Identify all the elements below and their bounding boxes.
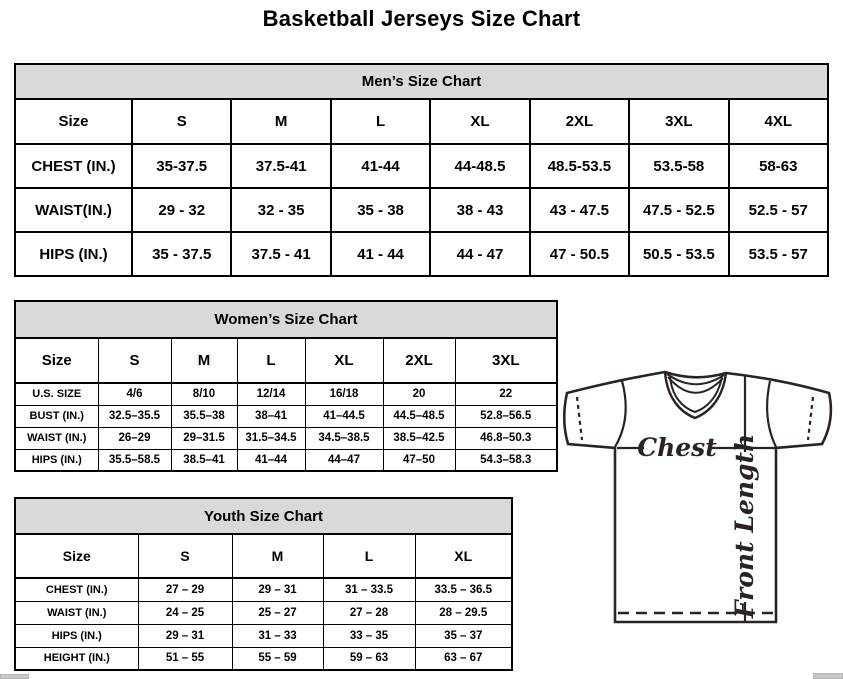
size-cell: 41–44 (237, 449, 305, 471)
size-cell: 28 – 29.5 (415, 601, 512, 624)
column-header: XL (415, 534, 512, 578)
size-cell: 37.5-41 (231, 144, 330, 188)
size-cell: 34.5–38.5 (305, 427, 383, 449)
table-row (15, 232, 828, 276)
size-cell: 25 – 27 (232, 601, 323, 624)
size-cell: 22 (455, 383, 557, 405)
column-header: 4XL (729, 99, 828, 144)
size-cell: 54.3–58.3 (455, 449, 557, 471)
column-header: XL (305, 338, 383, 383)
size-cell: 26–29 (98, 427, 171, 449)
size-cell: 27 – 28 (323, 601, 415, 624)
table-row (15, 383, 557, 405)
youth_chart-title: Youth Size Chart (15, 498, 512, 534)
size-cell: 47.5 - 52.5 (629, 188, 728, 232)
womens_chart-title: Women’s Size Chart (15, 301, 557, 338)
column-header: M (232, 534, 323, 578)
size-cell: 53.5 - 57 (729, 232, 828, 276)
column-header: 2XL (383, 338, 455, 383)
size-cell: 16/18 (305, 383, 383, 405)
size-cell: 41-44 (331, 144, 430, 188)
front-length-label: Front Length (730, 433, 759, 619)
size-cell: 35-37.5 (132, 144, 231, 188)
table-row (15, 647, 512, 670)
size-cell: 33 – 35 (323, 624, 415, 647)
size-cell: 50.5 - 53.5 (629, 232, 728, 276)
row-label: HIPS (IN.) (15, 624, 138, 647)
column-header: XL (430, 99, 529, 144)
size-cell: 31.5–34.5 (237, 427, 305, 449)
right-sleeve-hem-dash (808, 397, 813, 440)
size-cell: 37.5 - 41 (231, 232, 330, 276)
size-cell: 35 - 38 (331, 188, 430, 232)
table-row (15, 578, 512, 601)
row-label: WAIST (IN.) (15, 427, 98, 449)
table-row (15, 427, 557, 449)
size-cell: 55 – 59 (232, 647, 323, 670)
size-cell: 29–31.5 (171, 427, 237, 449)
scrollbar-fragment-left[interactable] (0, 674, 29, 679)
row-label: HIPS (IN.) (15, 232, 132, 276)
size-cell: 31 – 33 (232, 624, 323, 647)
left-sleeve-hem-dash (577, 397, 582, 440)
size-cell: 41 - 44 (331, 232, 430, 276)
mens-size-chart-table (14, 63, 829, 277)
column-header: M (171, 338, 237, 383)
size-cell: 38.5–42.5 (383, 427, 455, 449)
size-cell: 43 - 47.5 (530, 188, 629, 232)
youth-size-chart-table (14, 497, 513, 671)
size-cell: 44.5–48.5 (383, 405, 455, 427)
size-cell: 52.8–56.5 (455, 405, 557, 427)
size-cell: 35.5–38 (171, 405, 237, 427)
size-cell: 31 – 33.5 (323, 578, 415, 601)
size-cell: 32.5–35.5 (98, 405, 171, 427)
size-cell: 58-63 (729, 144, 828, 188)
chest-label: Chest (637, 433, 717, 462)
size-cell: 52.5 - 57 (729, 188, 828, 232)
size-cell: 47 - 50.5 (530, 232, 629, 276)
size-cell: 8/10 (171, 383, 237, 405)
row-label: HEIGHT (IN.) (15, 647, 138, 670)
right-armhole-seam (767, 381, 776, 447)
size-cell: 27 – 29 (138, 578, 232, 601)
column-header: M (231, 99, 330, 144)
size-cell: 35.5–58.5 (98, 449, 171, 471)
size-cell: 24 – 25 (138, 601, 232, 624)
page-title: Basketball Jerseys Size Chart (262, 6, 581, 31)
size-cell: 53.5-58 (629, 144, 728, 188)
jersey-measurement-diagram (558, 360, 843, 655)
size-cell: 48.5-53.5 (530, 144, 629, 188)
size-cell: 44–47 (305, 449, 383, 471)
size-cell: 35 – 37 (415, 624, 512, 647)
size-cell: 59 – 63 (323, 647, 415, 670)
row-label: WAIST(IN.) (15, 188, 132, 232)
scrollbar-fragment-right[interactable] (813, 673, 843, 679)
row-label: HIPS (IN.) (15, 449, 98, 471)
size-cell: 38.5–41 (171, 449, 237, 471)
size-cell: 35 - 37.5 (132, 232, 231, 276)
size-cell: 38–41 (237, 405, 305, 427)
column-header: S (98, 338, 171, 383)
size-cell: 12/14 (237, 383, 305, 405)
size-cell: 33.5 – 36.5 (415, 578, 512, 601)
column-header: 2XL (530, 99, 629, 144)
mens_chart-title: Men’s Size Chart (15, 64, 828, 99)
size-cell: 41–44.5 (305, 405, 383, 427)
row-label: U.S. SIZE (15, 383, 98, 405)
row-label: CHEST (IN.) (15, 144, 132, 188)
table-row (15, 144, 828, 188)
row-label: CHEST (IN.) (15, 578, 138, 601)
column-header: L (237, 338, 305, 383)
size-cell: 29 - 32 (132, 188, 231, 232)
size-cell: 29 – 31 (138, 624, 232, 647)
row-label: WAIST (IN.) (15, 601, 138, 624)
column-header: S (132, 99, 231, 144)
size-cell: 47–50 (383, 449, 455, 471)
row-label: BUST (IN.) (15, 405, 98, 427)
table-row (15, 601, 512, 624)
size-cell: 63 – 67 (415, 647, 512, 670)
table-row (15, 405, 557, 427)
size-cell: 4/6 (98, 383, 171, 405)
size-cell: 29 – 31 (232, 578, 323, 601)
size-cell: 20 (383, 383, 455, 405)
column-header: S (138, 534, 232, 578)
size-cell: 44 - 47 (430, 232, 529, 276)
column-header: L (323, 534, 415, 578)
size-cell: 46.8–50.3 (455, 427, 557, 449)
column-header: Size (15, 534, 138, 578)
column-header: L (331, 99, 430, 144)
column-header: 3XL (629, 99, 728, 144)
table-row (15, 188, 828, 232)
column-header: 3XL (455, 338, 557, 383)
left-armhole-seam (615, 381, 626, 447)
column-header: Size (15, 99, 132, 144)
size-cell: 32 - 35 (231, 188, 330, 232)
table-row (15, 449, 557, 471)
table-row (15, 624, 512, 647)
size-cell: 38 - 43 (430, 188, 529, 232)
womens-size-chart-table (14, 300, 558, 472)
column-header: Size (15, 338, 98, 383)
size-cell: 51 – 55 (138, 647, 232, 670)
size-cell: 44-48.5 (430, 144, 529, 188)
jersey-outline (564, 372, 831, 622)
